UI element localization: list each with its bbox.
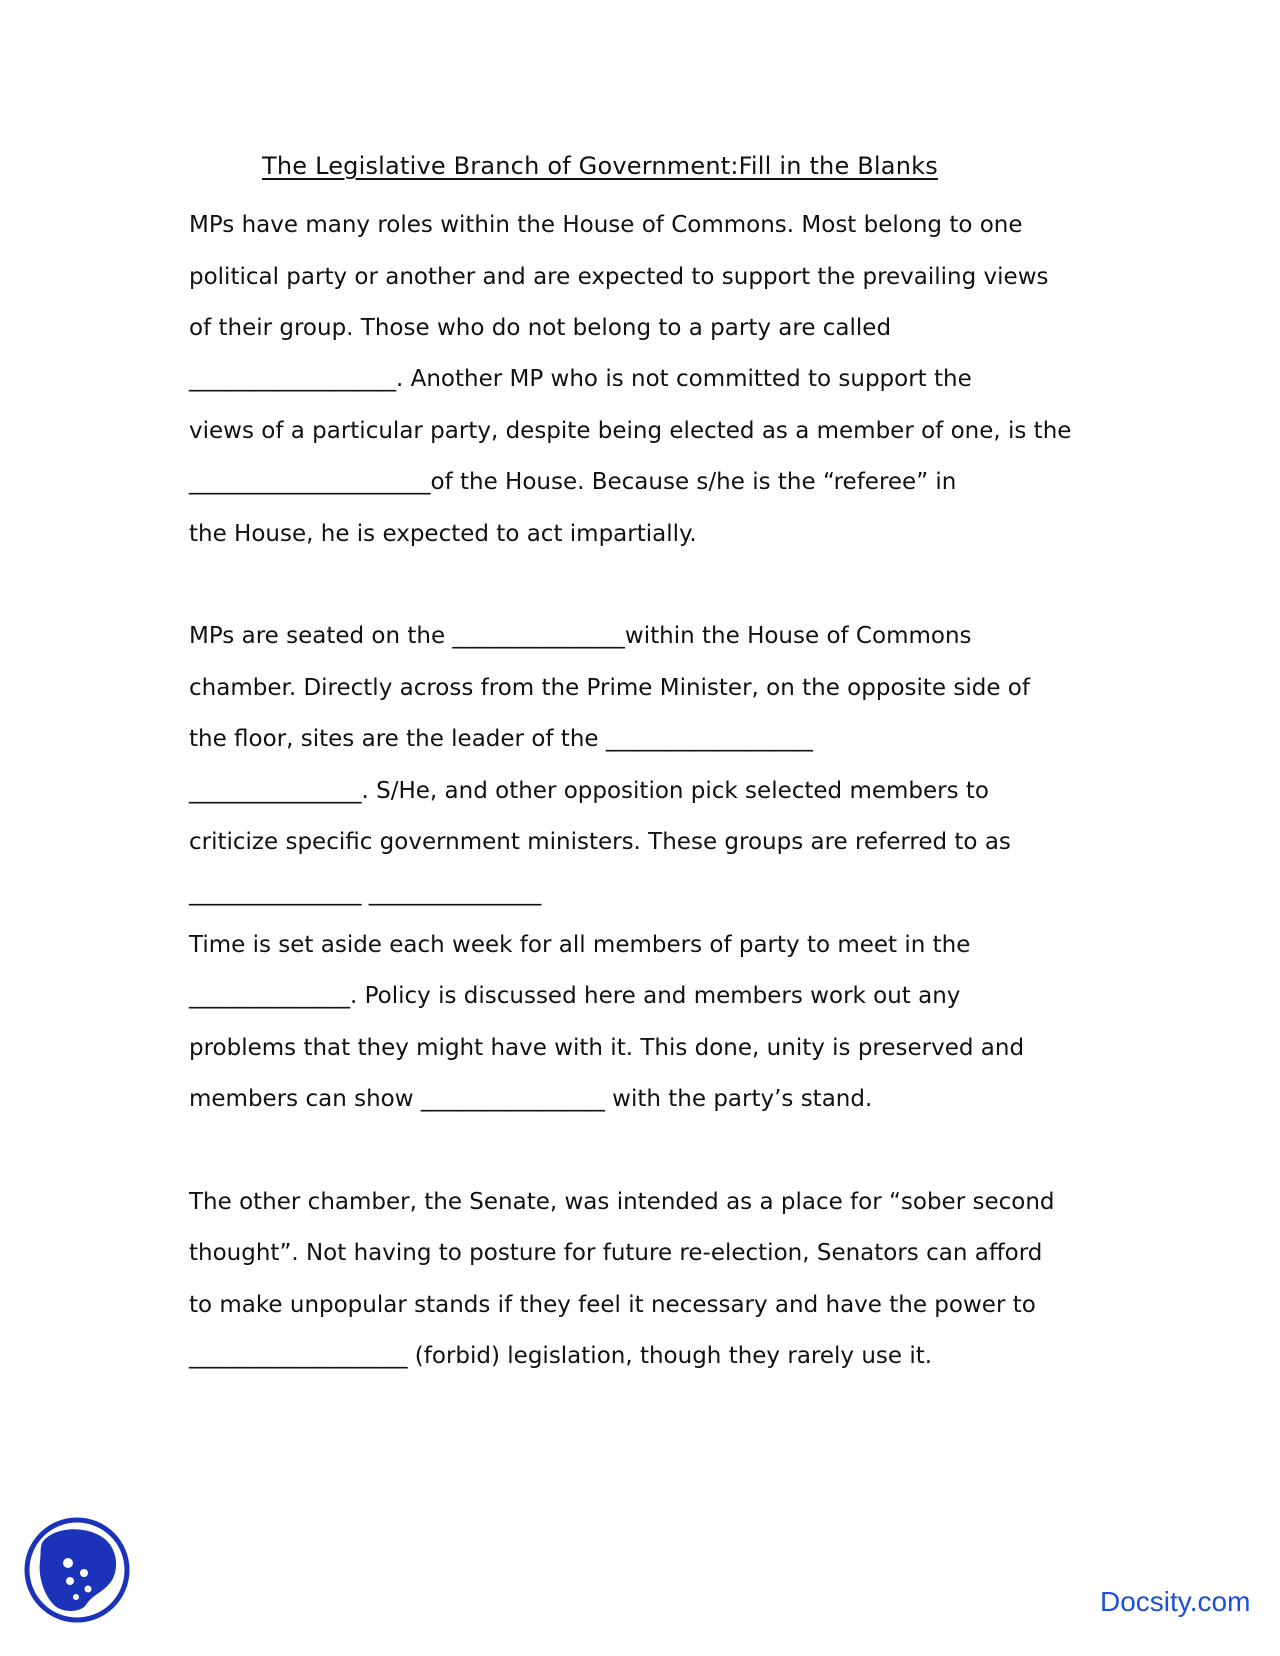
text-line: __________________. Another MP who is not committed to support the bbox=[189, 366, 972, 392]
text-line: chamber. Directly across from the Prime Minister, on the opposite side of bbox=[189, 675, 1030, 701]
text-line: to make unpopular stands if they feel it necessary and have the power to bbox=[189, 1292, 1036, 1318]
text-line: The other chamber, the Senate, was intended as a place for “sober second bbox=[189, 1189, 1055, 1215]
text-line: ______________. Policy is discussed here and members work out any bbox=[189, 983, 961, 1009]
text-line: the House, he is expected to act impartially. bbox=[189, 521, 697, 547]
text-line: ___________________ (forbid) legislation, though they rarely use it. bbox=[189, 1343, 933, 1369]
text-line: criticize specific government ministers. These groups are referred to as bbox=[189, 829, 1011, 855]
docsity-logo-icon bbox=[22, 1515, 132, 1625]
text-line: MPs are seated on the _______________within the House of Commons bbox=[189, 623, 972, 649]
text-line: views of a particular party, despite being elected as a member of one, is the bbox=[189, 418, 1072, 444]
text-line: MPs have many roles within the House of Commons. Most belong to one bbox=[189, 212, 1023, 238]
text-line: thought”. Not having to posture for future re-election, Senators can afford bbox=[189, 1240, 1043, 1266]
text-line: _______________ _______________ bbox=[189, 880, 542, 906]
text-line: problems that they might have with it. This done, unity is preserved and bbox=[189, 1035, 1025, 1061]
text-line: members can show ________________ with the party’s stand. bbox=[189, 1086, 873, 1112]
docsity-brand-link[interactable]: Docsity.com bbox=[1100, 1586, 1251, 1617]
text-line: _____________________of the House. Because s/he is the “referee” in bbox=[189, 469, 957, 495]
text-line: Time is set aside each week for all members of party to meet in the bbox=[189, 932, 971, 958]
document-title: The Legislative Branch of Government:Fill in the Blanks bbox=[262, 152, 938, 180]
text-line: political party or another and are expected to support the prevailing views bbox=[189, 264, 1049, 290]
text-line: of their group. Those who do not belong to a party are called bbox=[189, 315, 892, 341]
text-line: the floor, sites are the leader of the __________________ bbox=[189, 726, 813, 752]
text-line: _______________. S/He, and other opposition pick selected members to bbox=[189, 778, 990, 804]
